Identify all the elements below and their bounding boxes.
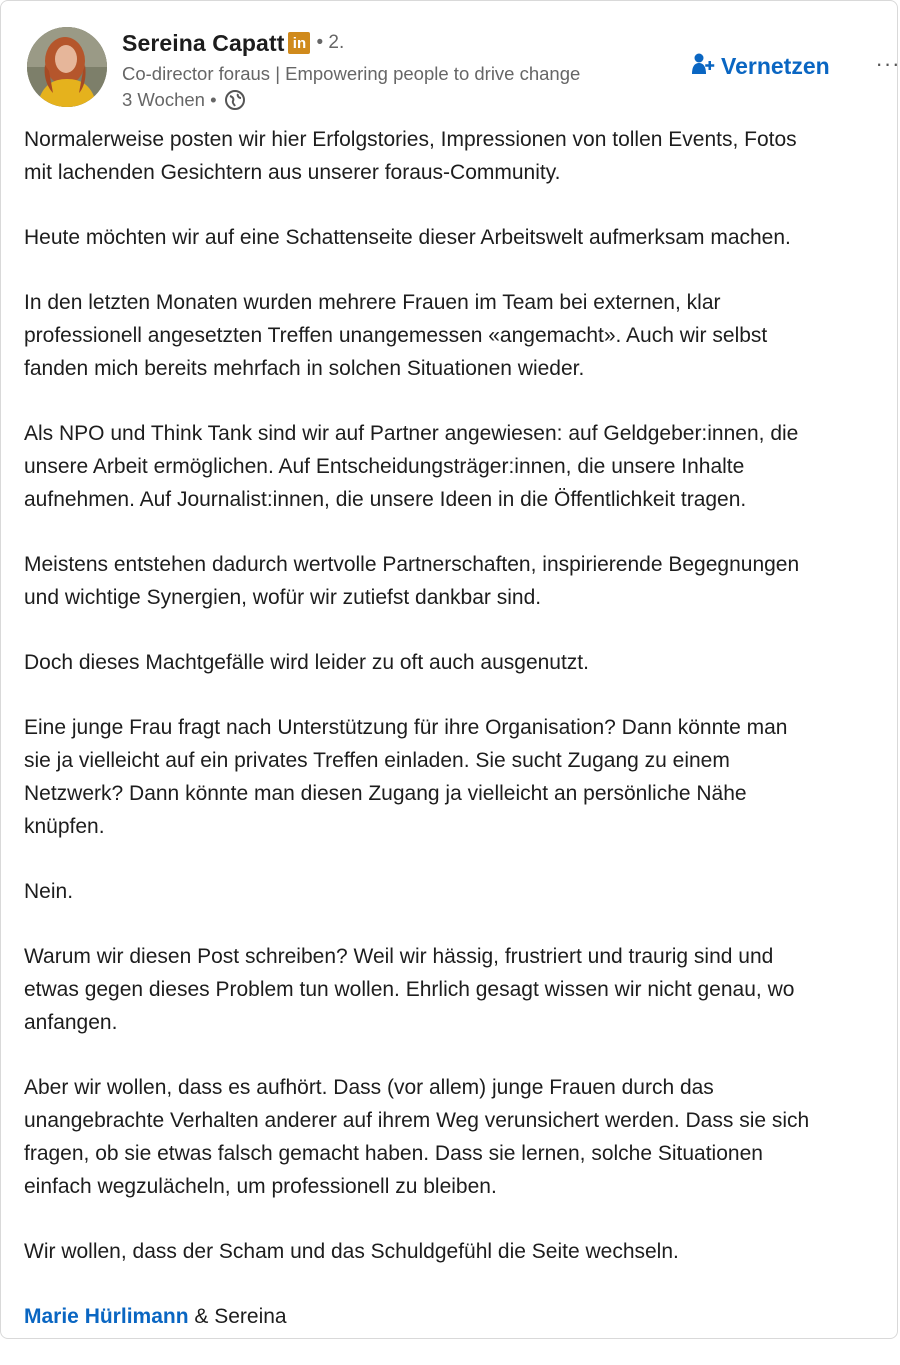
post-paragraph-5: Meistens entstehen dadurch wertvolle Partnerschaften, inspirierende Begegnungen und wichtige Synergien, wofür wir zutiefst dankbar sind. [24,548,884,614]
avatar-image [27,27,107,107]
mention-link[interactable]: Marie Hürlimann [24,1305,189,1328]
add-person-icon [691,52,715,81]
post-timestamp: 3 Wochen • [122,87,217,113]
post-timestamp-line [122,87,682,113]
author-meta [122,27,682,113]
post-signature [24,1300,884,1333]
connect-label: Vernetzen [721,53,830,80]
post-paragraph-6: Doch dieses Machtgefälle wird leider zu oft auch ausgenutzt. [24,646,884,679]
author-name-line [122,27,682,59]
post-paragraph-10: Aber wir wollen, dass es aufhört. Dass (vor allem) junge Frauen durch das unangebrachte Verhalten anderer auf ihrem Weg verunsichert werden. Dass sie sich fragen, ob sie etwas falsch gemacht haben. Dass sie lernen, solche Situationen einfach wegzulächeln, um professionell zu bleiben. [24,1071,884,1203]
signature-rest: & Sereina [189,1305,287,1328]
post-paragraph-11: Wir wollen, dass der Scham und das Schuldgefühl die Seite wechseln. [24,1235,884,1268]
connection-degree: • 2. [316,32,344,54]
post-paragraph-4: Als NPO und Think Tank sind wir auf Partner angewiesen: auf Geldgeber:innen, die unsere Arbeit ermöglichen. Auf Entscheidungsträger:innen, die unsere Inhalte aufnehmen. Auf Journalist:innen, die unsere Ideen in die Öffentlichkeit tragen. [24,417,884,516]
post-paragraph-9: Warum wir diesen Post schreiben? Weil wir hässig, frustriert und traurig sind und etwas gegen dieses Problem tun wollen. Ehrlich gesagt wissen wir nicht genau, wo anfangen. [24,940,884,1039]
author-name[interactable]: Sereina Capatt [122,30,284,57]
author-avatar[interactable] [27,27,107,107]
post-header [27,27,897,111]
post-paragraph-2: Heute möchten wir auf eine Schattenseite dieser Arbeitswelt aufmerksam machen. [24,221,884,254]
author-headline: Co-director foraus | Empowering people to drive change [122,61,682,87]
ellipsis-icon: ··· [876,51,900,77]
globe-icon [225,90,245,110]
post-body [24,123,884,1365]
more-options-button[interactable] [873,49,900,79]
linkedin-premium-icon: in [288,32,310,54]
connect-button[interactable] [691,49,830,83]
post-paragraph-3: In den letzten Monaten wurden mehrere Frauen im Team bei externen, klar professionell angesetzten Treffen unangemessen «angemacht». Auch wir selbst fanden mich bereits mehrfach in solchen Situationen wieder. [24,286,884,385]
post-paragraph-1: Normalerweise posten wir hier Erfolgstories, Impressionen von tollen Events, Fotos mit lachenden Gesichtern aus unserer foraus-Community. [24,123,884,189]
post-paragraph-8: Nein. [24,875,884,908]
post-paragraph-7: Eine junge Frau fragt nach Unterstützung für ihre Organisation? Dann könnte man sie ja vielleicht auf ein privates Treffen einladen. Sie sucht Zugang zu einem Netzwerk? Dann könnte man diesen Zugang ja vielleicht an persönliche Nähe knüpfen. [24,711,884,843]
